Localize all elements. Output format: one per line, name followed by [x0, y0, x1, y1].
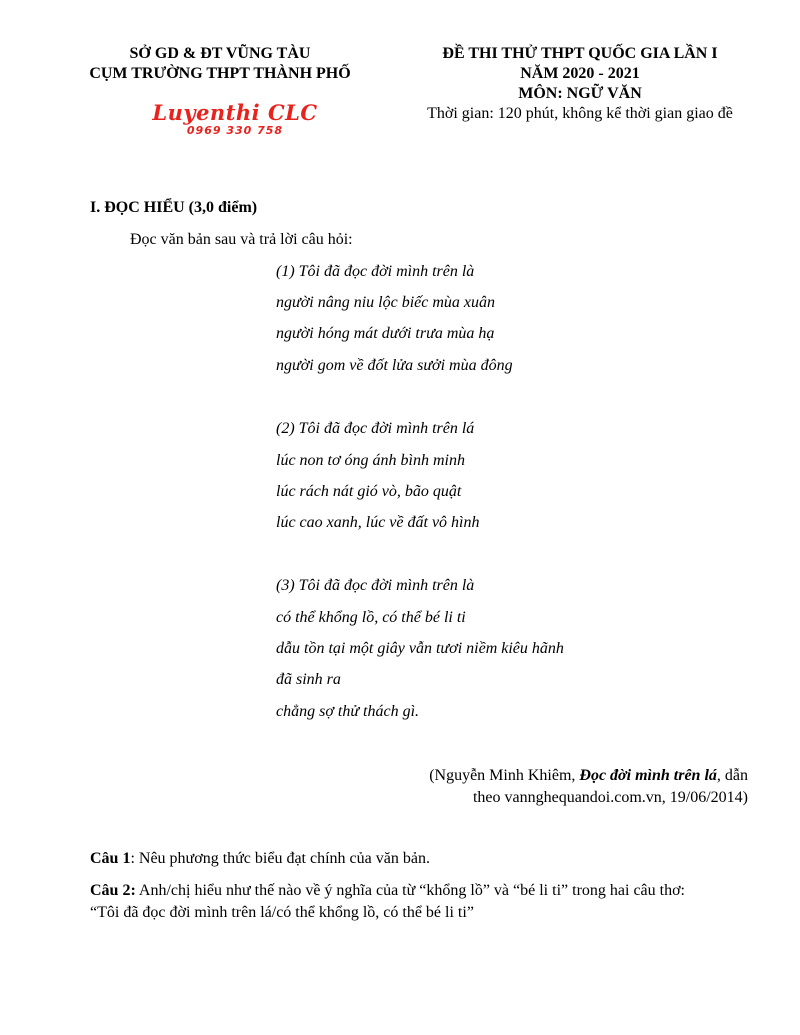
poem-line: (1) Tôi đã đọc đời mình trên là	[276, 263, 475, 280]
poem-line: người hóng mát dưới trưa mùa hạ	[276, 325, 495, 342]
poem-line: người nâng niu lộc biếc mùa xuân	[276, 294, 496, 311]
poem-line: có thể khổng lồ, có thể bé li ti	[276, 609, 466, 626]
question-2-text: Anh/chị hiểu như thế nào về ý nghĩa của từ “khổng lồ” và “bé li ti” trong hai câu thơ:	[135, 882, 685, 899]
question-1-text: : Nêu phương thức biểu đạt chính của văn bản.	[130, 850, 430, 867]
logo	[130, 101, 340, 137]
poem-line: (2) Tôi đã đọc đời mình trên lá	[276, 420, 475, 437]
poem-line: lúc cao xanh, lúc về đất vô hình	[276, 514, 480, 531]
exam-time: Thời gian: 120 phút, không kể thời gian giao đề	[427, 105, 733, 122]
poem-line: đã sinh ra	[276, 671, 341, 688]
citation-prefix: (Nguyễn Minh Khiêm,	[429, 767, 580, 784]
exam-subject: MÔN: NGỮ VĂN	[518, 85, 642, 102]
section-heading: I. ĐỌC HIỂU (3,0 điểm)	[90, 199, 258, 216]
question-2-quote: “Tôi đã đọc đời mình trên lá/có thể khổng lồ, có thể bé li ti”	[90, 904, 474, 921]
poem-line: lúc non tơ óng ánh bình minh	[276, 452, 465, 469]
citation-line-2: theo vannghequandoi.com.vn, 19/06/2014)	[472, 789, 748, 806]
poem-line: người gom về đốt lửa sưởi mùa đông	[276, 357, 513, 374]
question-1	[90, 849, 430, 869]
department-name: SỞ GD & ĐT VŨNG TÀU	[129, 45, 311, 62]
poem-line: (3) Tôi đã đọc đời mình trên là	[276, 577, 475, 594]
question-2	[90, 881, 760, 901]
logo-text: Luyenthi CLC	[152, 100, 318, 125]
citation-title: Đọc đời mình trên lá	[579, 767, 717, 784]
question-1-label: Câu 1	[90, 850, 131, 867]
logo-phone: 0969 330 758	[186, 124, 284, 137]
instruction-text: Đọc văn bản sau và trả lời câu hỏi:	[130, 231, 353, 248]
poem-line: chẳng sợ thử thách gì.	[276, 703, 420, 720]
poem-line: lúc rách nát gió vò, bão quật	[276, 483, 462, 500]
citation-suffix: , dẫn	[716, 767, 748, 784]
exam-title: ĐỀ THI THỬ THPT QUỐC GIA LẦN I	[442, 45, 718, 62]
citation-line-1	[429, 766, 748, 786]
poem-line: dẫu tồn tại một giây vẫn tươi niềm kiêu hãnh	[276, 640, 564, 657]
exam-year: NĂM 2020 - 2021	[520, 65, 640, 82]
school-cluster-name: CỤM TRƯỜNG THPT THÀNH PHỐ	[89, 65, 351, 82]
question-2-label: Câu 2:	[90, 882, 136, 899]
